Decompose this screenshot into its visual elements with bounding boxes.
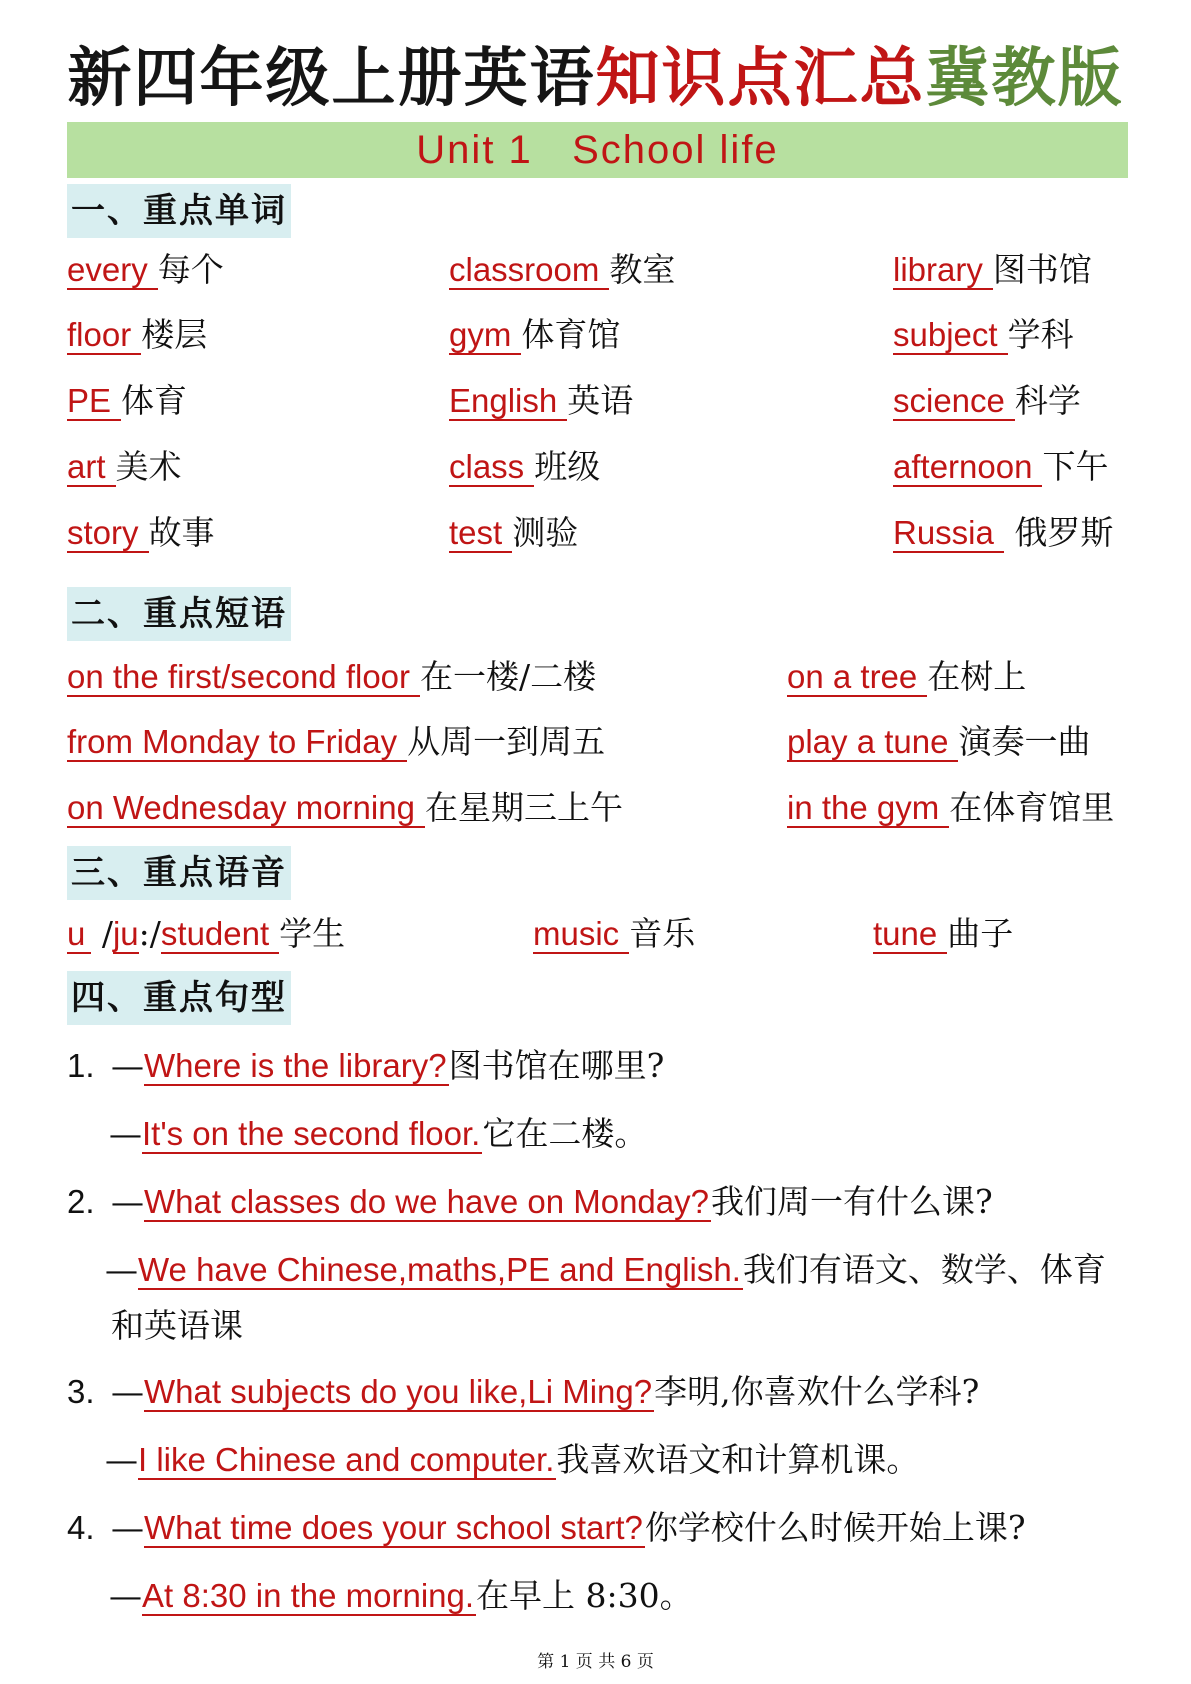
sentence-line: —It's on the second floor.它在二楼。 bbox=[109, 1114, 648, 1153]
phonics-letter: u bbox=[67, 915, 91, 954]
sentence-line: —We have Chinese,maths,PE and English.我们有语文、数学、体育 bbox=[105, 1250, 1106, 1289]
page-footer: 第 1 页 共 6 页 bbox=[537, 1652, 654, 1672]
word-item: English 英语 bbox=[449, 381, 634, 420]
word-item: PE 体育 bbox=[67, 381, 188, 420]
phonics-item: tune 曲子 bbox=[873, 914, 1014, 953]
title-part-3: 冀教版 bbox=[925, 41, 1124, 116]
title-part-1: 新四年级上册英语 bbox=[67, 41, 596, 116]
title-part-2: 知识点汇总 bbox=[595, 41, 926, 116]
sentence-line: 2. —What classes do we have on Monday?我们周一有什么课? bbox=[67, 1182, 993, 1221]
word-item: story 故事 bbox=[67, 513, 215, 552]
section-heading-words: 一、重点单词 bbox=[67, 184, 291, 238]
phrase-item: on the first/second floor 在一楼/二楼 bbox=[67, 657, 597, 696]
word-item: test 测验 bbox=[449, 513, 579, 552]
sentence-line: 3. —What subjects do you like,Li Ming?李明,你喜欢什么学科? bbox=[67, 1372, 980, 1411]
sentence-line: 1. —Where is the library?图书馆在哪里? bbox=[67, 1046, 665, 1085]
phonics-item: u /ju:/student 学生 bbox=[67, 914, 346, 953]
sentence-line: 4. —What time does your school start?你学校什么时候开始上课? bbox=[67, 1508, 1026, 1547]
word-item: subject 学科 bbox=[893, 315, 1074, 354]
phrase-item: on a tree 在树上 bbox=[787, 657, 1027, 696]
word-item: gym 体育馆 bbox=[449, 315, 621, 354]
phrase-item: from Monday to Friday 从周一到周五 bbox=[67, 722, 606, 761]
phrase-item: in the gym 在体育馆里 bbox=[787, 788, 1115, 827]
section-heading-phrases: 二、重点短语 bbox=[67, 587, 291, 641]
section-heading-phonics: 三、重点语音 bbox=[67, 846, 291, 900]
sentence-line-continued: 和英语课 bbox=[111, 1306, 243, 1345]
word-item: art 美术 bbox=[67, 447, 182, 486]
sentence-line: —At 8:30 in the morning.在早上 8:30。 bbox=[109, 1576, 693, 1615]
phonics-item: music 音乐 bbox=[533, 914, 696, 953]
word-item: every 每个 bbox=[67, 250, 224, 289]
phrase-item: play a tune 演奏一曲 bbox=[787, 722, 1091, 761]
word-item: class 班级 bbox=[449, 447, 601, 486]
section-heading-sentences: 四、重点句型 bbox=[67, 971, 291, 1025]
word-item: classroom 教室 bbox=[449, 250, 676, 289]
phrase-item: on Wednesday morning 在星期三上午 bbox=[67, 788, 623, 827]
sentence-line: —I like Chinese and computer.我喜欢语文和计算机课。 bbox=[105, 1440, 920, 1479]
word-item: afternoon 下午 bbox=[893, 447, 1109, 486]
word-item: Russia 俄罗斯 bbox=[893, 513, 1114, 552]
phonics-ipa: ju bbox=[112, 915, 139, 952]
word-item: science 科学 bbox=[893, 381, 1081, 420]
word-item: library 图书馆 bbox=[893, 250, 1092, 289]
unit-banner: Unit 1 School life bbox=[67, 122, 1128, 178]
word-item: floor 楼层 bbox=[67, 315, 208, 354]
page-title bbox=[0, 34, 1191, 124]
